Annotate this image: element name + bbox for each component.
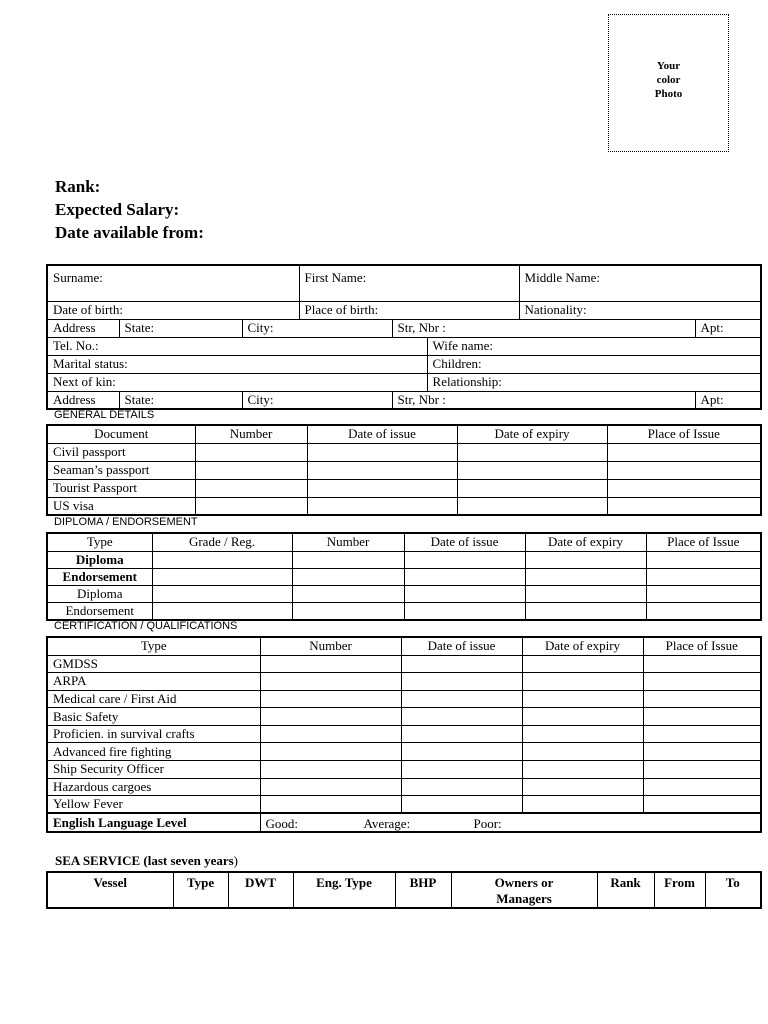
row-label: Advanced fire fighting xyxy=(47,743,260,761)
english-level-label: English Language Level xyxy=(47,813,260,832)
cell[interactable] xyxy=(646,551,761,568)
cell[interactable] xyxy=(607,461,761,479)
header-date-of-issue: Date of issue xyxy=(307,425,457,443)
address-label: Address xyxy=(47,319,119,337)
header-place-of-issue: Place of Issue xyxy=(646,533,761,551)
header-number: Number xyxy=(292,533,404,551)
table-row xyxy=(47,479,761,497)
row-label: Proficien. in survival crafts xyxy=(47,725,260,743)
table-row xyxy=(47,708,761,726)
table-row xyxy=(47,443,761,461)
header-type: Type xyxy=(173,872,228,908)
cell[interactable] xyxy=(522,725,643,743)
header-eng-type: Eng. Type xyxy=(293,872,395,908)
header-rank: Rank xyxy=(597,872,654,908)
cell[interactable] xyxy=(260,725,401,743)
relationship-field[interactable]: Relationship: xyxy=(427,373,761,391)
header-place-of-issue: Place of Issue xyxy=(607,425,761,443)
header-date-of-expiry: Date of expiry xyxy=(457,425,607,443)
street-field[interactable]: Str, Nbr : xyxy=(392,391,695,409)
cell[interactable] xyxy=(292,585,404,602)
table-row xyxy=(47,761,761,779)
header-number: Number xyxy=(260,637,401,655)
cell[interactable] xyxy=(607,497,761,515)
apt-field[interactable]: Apt: xyxy=(695,319,761,337)
cell[interactable] xyxy=(522,743,643,761)
english-good-option[interactable]: Good: xyxy=(265,816,298,832)
cell[interactable] xyxy=(401,673,522,691)
cell[interactable] xyxy=(643,690,761,708)
cell[interactable] xyxy=(307,461,457,479)
city-field[interactable]: City: xyxy=(242,319,392,337)
cell[interactable] xyxy=(401,725,522,743)
table-row xyxy=(47,725,761,743)
cell[interactable] xyxy=(260,708,401,726)
apt-field[interactable]: Apt: xyxy=(695,391,761,409)
row-label: Yellow Fever xyxy=(47,796,260,814)
cell[interactable] xyxy=(646,585,761,602)
cell[interactable] xyxy=(643,725,761,743)
photo-text-line: Photo xyxy=(654,88,683,100)
photo-text-line: Your xyxy=(656,60,681,72)
sea-service-table xyxy=(46,871,762,909)
cell[interactable] xyxy=(525,568,646,585)
header-bhp: BHP xyxy=(395,872,451,908)
cell[interactable] xyxy=(404,551,525,568)
cell[interactable] xyxy=(646,602,761,620)
row-label: Diploma xyxy=(47,585,152,602)
telephone-field[interactable]: Tel. No.: xyxy=(47,337,427,355)
header-number: Number xyxy=(195,425,307,443)
row-label: Civil passport xyxy=(47,443,195,461)
header-grade-reg: Grade / Reg. xyxy=(152,533,292,551)
cell[interactable] xyxy=(260,743,401,761)
cell[interactable] xyxy=(522,708,643,726)
row-label: Tourist Passport xyxy=(47,479,195,497)
cell[interactable] xyxy=(152,568,292,585)
cell[interactable] xyxy=(643,743,761,761)
cell[interactable] xyxy=(525,585,646,602)
cell[interactable] xyxy=(195,461,307,479)
header-type: Type xyxy=(47,533,152,551)
row-label: Seaman’s passport xyxy=(47,461,195,479)
table-row xyxy=(47,551,761,568)
cell[interactable] xyxy=(195,443,307,461)
date-available-label: Date available from: xyxy=(55,223,204,242)
table-row xyxy=(47,690,761,708)
street-field[interactable]: Str, Nbr : xyxy=(392,319,695,337)
cell[interactable] xyxy=(643,778,761,796)
state-field[interactable]: State: xyxy=(119,319,242,337)
cell[interactable] xyxy=(260,655,401,673)
state-field[interactable]: State: xyxy=(119,391,242,409)
cell[interactable] xyxy=(522,690,643,708)
sea-service-title-paren: ) xyxy=(233,853,239,868)
general-details-title: GENERAL DETAILS xyxy=(54,409,155,421)
table-row xyxy=(47,568,761,585)
header-date-of-issue: Date of issue xyxy=(404,533,525,551)
rank-label: Rank: xyxy=(55,177,101,196)
cell[interactable] xyxy=(260,690,401,708)
cell[interactable] xyxy=(607,443,761,461)
table-row xyxy=(47,655,761,673)
cell[interactable] xyxy=(457,461,607,479)
cell[interactable] xyxy=(401,796,522,814)
header-date-of-expiry: Date of expiry xyxy=(525,533,646,551)
cell[interactable] xyxy=(307,479,457,497)
cell[interactable] xyxy=(525,551,646,568)
middle-name-field[interactable]: Middle Name: xyxy=(519,265,761,301)
row-label: Diploma xyxy=(47,551,152,568)
table-row xyxy=(47,778,761,796)
surname-field[interactable]: Surname: xyxy=(47,265,299,301)
cell[interactable] xyxy=(457,443,607,461)
cell[interactable] xyxy=(401,690,522,708)
city-field[interactable]: City: xyxy=(242,391,392,409)
row-label: GMDSS xyxy=(47,655,260,673)
photo-text-line: color xyxy=(656,74,681,86)
cell[interactable] xyxy=(643,673,761,691)
address-label: Address xyxy=(47,391,119,409)
cell[interactable] xyxy=(292,568,404,585)
header-date-of-expiry: Date of expiry xyxy=(522,637,643,655)
cell[interactable] xyxy=(307,497,457,515)
cell[interactable] xyxy=(401,655,522,673)
cell[interactable] xyxy=(401,708,522,726)
cell[interactable] xyxy=(260,778,401,796)
cell[interactable] xyxy=(607,479,761,497)
personal-details-table xyxy=(46,264,762,410)
cell[interactable] xyxy=(522,655,643,673)
general-details-table xyxy=(46,424,762,516)
header-owners-managers: Owners or Managers xyxy=(451,872,597,908)
wife-name-field[interactable]: Wife name: xyxy=(427,337,761,355)
english-poor-option[interactable]: Poor: xyxy=(473,816,502,832)
table-row xyxy=(47,461,761,479)
cell[interactable] xyxy=(522,778,643,796)
cell[interactable] xyxy=(457,497,607,515)
cell[interactable] xyxy=(152,585,292,602)
cell[interactable] xyxy=(401,778,522,796)
row-label: Basic Safety xyxy=(47,708,260,726)
row-label: Endorsement xyxy=(47,568,152,585)
table-row xyxy=(47,796,761,814)
cell[interactable] xyxy=(292,602,404,620)
place-of-birth-field[interactable]: Place of birth: xyxy=(299,301,519,319)
row-label: ARPA xyxy=(47,673,260,691)
next-of-kin-field[interactable]: Next of kin: xyxy=(47,373,427,391)
header-vessel: Vessel xyxy=(47,872,173,908)
header-document: Document xyxy=(47,425,195,443)
header-place-of-issue: Place of Issue xyxy=(643,637,761,655)
cell[interactable] xyxy=(195,497,307,515)
photo-placeholder[interactable] xyxy=(608,14,729,152)
header-date-of-issue: Date of issue xyxy=(401,637,522,655)
sea-service-title-text: SEA SERVICE (last seven years xyxy=(55,853,234,868)
row-label: Hazardous cargoes xyxy=(47,778,260,796)
cell[interactable] xyxy=(195,479,307,497)
cell[interactable] xyxy=(152,602,292,620)
english-level-options[interactable] xyxy=(260,813,761,832)
header-type: Type xyxy=(47,637,260,655)
cell[interactable] xyxy=(525,602,646,620)
cell[interactable] xyxy=(643,761,761,779)
cell[interactable] xyxy=(643,708,761,726)
cell[interactable] xyxy=(643,796,761,814)
children-field[interactable]: Children: xyxy=(427,355,761,373)
cell[interactable] xyxy=(643,655,761,673)
english-average-option[interactable]: Average: xyxy=(363,816,411,832)
header-to: To xyxy=(705,872,761,908)
certification-title: CERTIFICATION / QUALIFICATIONS xyxy=(54,620,238,632)
cell[interactable] xyxy=(260,761,401,779)
cell[interactable] xyxy=(646,568,761,585)
cell[interactable] xyxy=(307,443,457,461)
cell[interactable] xyxy=(292,551,404,568)
cell[interactable] xyxy=(152,551,292,568)
row-label: US visa xyxy=(47,497,195,515)
cell[interactable] xyxy=(522,673,643,691)
certification-table xyxy=(46,636,762,833)
nationality-field[interactable]: Nationality: xyxy=(519,301,761,319)
sea-service-title xyxy=(55,853,238,869)
cell[interactable] xyxy=(457,479,607,497)
cell[interactable] xyxy=(522,761,643,779)
cell[interactable] xyxy=(401,761,522,779)
marital-status-field[interactable]: Marital status: xyxy=(47,355,427,373)
date-of-birth-field[interactable]: Date of birth: xyxy=(47,301,299,319)
table-row xyxy=(47,602,761,620)
cell[interactable] xyxy=(260,673,401,691)
row-label: Medical care / First Aid xyxy=(47,690,260,708)
table-row xyxy=(47,585,761,602)
cell[interactable] xyxy=(404,585,525,602)
cell[interactable] xyxy=(260,796,401,814)
first-name-field[interactable]: First Name: xyxy=(299,265,519,301)
diploma-title: DIPLOMA / ENDORSEMENT xyxy=(54,516,198,528)
row-label: Endorsement xyxy=(47,602,152,620)
english-level-row xyxy=(47,813,761,832)
header-from: From xyxy=(654,872,705,908)
table-row xyxy=(47,673,761,691)
table-row xyxy=(47,743,761,761)
table-row xyxy=(47,497,761,515)
header-dwt: DWT xyxy=(228,872,293,908)
cell[interactable] xyxy=(404,602,525,620)
cell[interactable] xyxy=(522,796,643,814)
diploma-table xyxy=(46,532,762,621)
cell[interactable] xyxy=(404,568,525,585)
expected-salary-label: Expected Salary: xyxy=(55,200,180,219)
row-label: Ship Security Officer xyxy=(47,761,260,779)
cell[interactable] xyxy=(401,743,522,761)
